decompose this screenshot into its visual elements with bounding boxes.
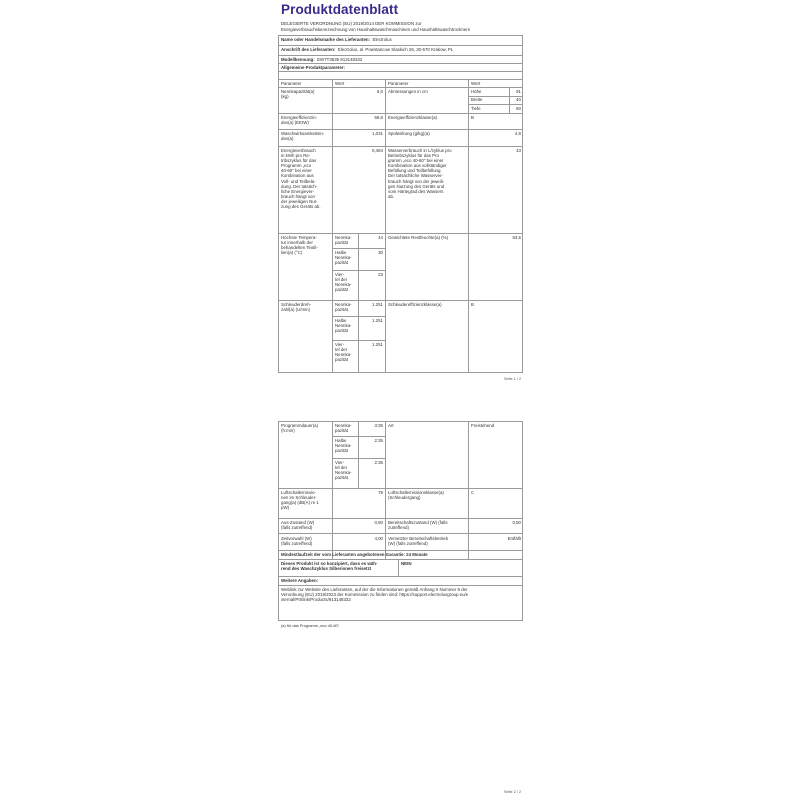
supplier-name-row [281,37,392,42]
spinclass-label: Schleudereffizienzklasse(a) [388,302,442,307]
header-param-1: Parameter [281,81,302,86]
spinclass-value: B [471,302,474,307]
dur-row-half-value: 2:35 [374,438,383,443]
noiseclass-value: C [471,490,475,495]
eec-value: B [471,115,474,120]
page-title: Produktdatenblatt [281,2,399,17]
temp-row-full-label: Nennka- pazität [335,235,352,246]
header-value-1: Wert [335,81,345,86]
dim-depth-label: Tiefe [471,106,481,111]
noise-label: Luftschallemissio- nen im Schleuder- gang(a) (dB(A) re 1 pW) [281,490,319,511]
temp-label: Höchste Tempera- tur innerhalb der behandelten Textil- lien(a) (°C) [281,235,318,256]
silver-ions-label: Dieses Produkt ist so konzipiert, dass es wäh- rend des Waschzyklus Silberionen freisetzt [281,561,378,572]
netstandby-value: Entfällt [507,536,521,541]
off-mode-value: 0,50 [374,520,383,525]
netstandby-label: Vernetzter Bereitschaftsbetrieb (W) (falls zutreffend) [388,536,449,547]
wash-label: Waschwirksamkeitsin- dex(a) [281,131,325,142]
general-params-label: Allgemeine Produktparameter: [281,65,345,70]
silver-ions-value: NEIN [401,561,412,566]
eei-label: Energieeffizienzin- dex(a) (EEIW) [281,115,318,126]
noiseclass-label: Luftschallemissionsklasse(a) (Schleudergang) [388,490,444,501]
temp-row-half-value: 30 [378,250,383,255]
temp-row-quarter-label: Vier- tel der Nennka- pazität [335,272,352,293]
model-value: EW7T3635 913148332 [317,57,363,62]
dim-depth-value: 60 [516,106,521,111]
eec-label: Energieeffizienzklasse(a) [388,115,437,120]
nennkap-value: 6,0 [376,89,383,94]
spin-row-half-value: 1.251 [372,318,383,323]
noise-value: 79 [378,490,383,495]
further-info-label: Weitere Angaben: [281,578,319,583]
standby-label: Bereitschaftszustand (W) (falls zutreffend) [388,520,448,531]
water-value: 43 [516,148,521,153]
page-number-2: Seite 2 / 2 [504,790,522,794]
dim-height-label: Höhe [471,89,482,94]
regulation-line-2: Energieverbrauchskennzeichnung von Haushaltswaschmaschinen und Haushaltswaschtrocknern [281,27,471,32]
delay-value: 4,00 [374,536,383,541]
page-number-1: Seite 1 / 2 [504,377,522,381]
eei-value: 59,8 [374,115,383,120]
duration-label: Programmdauer(a) (h:min) [281,423,319,434]
delay-label: Zeitvorwahl (W) (falls zutreffend) [281,536,313,547]
moist-value: 53,5 [512,235,521,240]
dim-width-value: 40 [516,97,521,102]
header-param-2: Parameter [388,81,409,86]
type-value: Freistehend [471,423,495,428]
dim-width-label: Breite [471,97,483,102]
off-mode-label: Aus-Zustand (W) (falls zutreffend) [281,520,315,531]
temp-row-quarter-value: 23 [378,272,383,277]
dims-label: Abmessungen in cm [388,89,428,94]
spin-row-quarter-value: 1.251 [372,342,383,347]
weblink-text: Weblink zur Website des Lieferanten, auf der die Informationen gemäß Anhang II Nummer 9 der Verordnung (EU) 2019/2023 der Kommission zu finden sind: https://support.electroluxgroup.eu/e xternal/PISlink/Products/913148332 [281,587,469,603]
dur-row-quarter-label: Vier- tel der Nennka- pazität [335,460,352,481]
supplier-name-label: Name oder Handelsmarke des Lieferanten: [281,37,371,42]
spin-row-quarter-label: Vier- tel der Nennka- pazität [335,342,352,363]
temp-row-half-label: Halbe Nennka- pazität [335,250,352,266]
energy-label: Energieverbrauch in kWh pro Re- tribszyklus für das Programm „eco 40-60" bei einer Kombination aus Voll- und Teilbela- dung. Der tatsäch- liche Energiever- brauch hängt von der jeweiligen Nut- zung des Geräts ab. [281,148,321,210]
spin-row-full-label: Nennka- pazität [335,302,352,313]
warranty-text: Mindestlaufzeit der vom Lieferanten angebotenen Garantie: 24 Monate [281,552,428,557]
rinse-label: Spülwirkung (g/kg)(a) [388,131,430,136]
temp-row-full-value: 44 [378,235,383,240]
dur-row-half-label: Halbe Nennka- pazität [335,438,352,454]
model-label: Modellkennung: [281,57,315,62]
footnote: (a) für das Programm „eco 40-60". [281,623,341,628]
supplier-address-row [281,47,453,52]
nennkap-label: Nennkapazität(a) (kg) [281,89,315,100]
dur-row-quarter-value: 2:35 [374,460,383,465]
supplier-name-value: Electrolux [372,37,392,42]
dim-height-value: 91 [516,89,521,94]
spin-row-half-label: Halbe Nennka- pazität [335,318,352,334]
rinse-value: 4,9 [514,131,521,136]
regulation-line-1: DELEGIERTE VERORDNUNG (EU) 2019/2014 DER KOMMISSION zur [281,21,422,26]
water-label: Wasserverbrauch in L/zyklus pro Betriebszyklus für das Pro gramm „eco 40-60" bei einer Kombination aus vollständiger Befüllung und Teilbefüllung. Der tatsächliche Wasserver- brauch hängt von der jeweili- gen Nutzung des Geräts und vom Härtegrad des Wassers ab. [388,148,452,199]
spin-label: Schleuderdreh- zahl(a) (U/min) [281,302,312,313]
energy-value: 0,484 [372,148,383,153]
dur-row-full-value: 3:35 [374,423,383,428]
moist-label: Gewichtete Restfeuchte(a) (%) [388,235,449,240]
supplier-address-value: Electrolux, al. Powstancow Slaskich 26, 30-570 Krakow, PL [337,47,454,52]
model-row [281,57,362,62]
spin-row-full-value: 1.251 [372,302,383,307]
wash-value: 1,031 [372,131,383,136]
header-value-2: Wert [471,81,481,86]
supplier-address-label: Anschrift des Lieferanten: [281,47,336,52]
dur-row-full-label: Nennka- pazität [335,423,352,434]
standby-value: 0,50 [512,520,521,525]
type-label: Art [388,423,394,428]
